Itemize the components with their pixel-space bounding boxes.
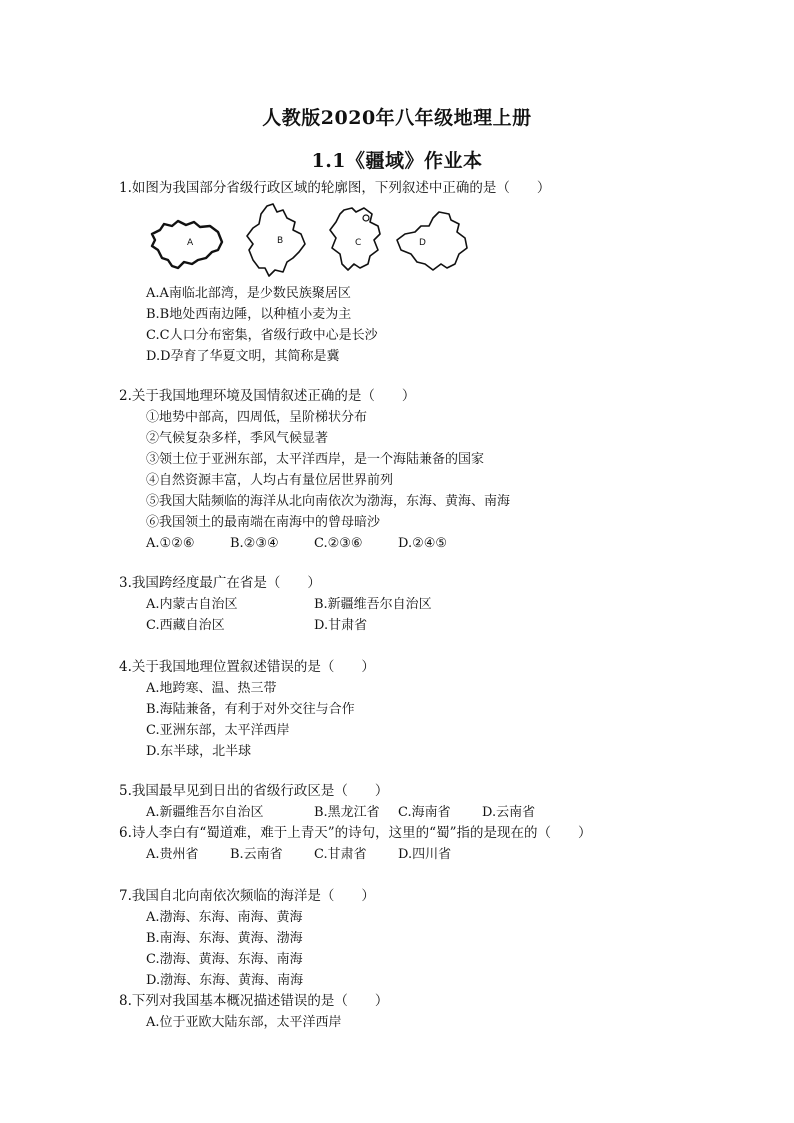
question-2-statement-6: ⑥我国领土的最南端在南海中的曾母暗沙 [146, 515, 381, 530]
question-1-option-b[interactable]: B.B地处西南边陲，以种植小麦为主 [146, 307, 352, 322]
question-6-option-a[interactable]: A.贵州省 [146, 847, 199, 862]
question-3-stem: 3.我国跨经度最广在省是（ ） [119, 575, 321, 591]
question-1-stem: 1.如图为我国部分省级行政区域的轮廓图，下列叙述中正确的是（ ） [119, 180, 551, 196]
question-5-option-c[interactable]: C.海南省 [398, 805, 451, 820]
question-6-option-d[interactable]: D.四川省 [398, 847, 452, 862]
question-2-option-d[interactable]: D.②④⑤ [398, 536, 448, 551]
map-label-c: C [355, 238, 362, 248]
question-4-option-b[interactable]: B.海陆兼备，有利于对外交往与合作 [146, 702, 355, 717]
question-2-statement-3: ③领土位于亚洲东部，太平洋西岸，是一个海陆兼备的国家 [146, 452, 485, 467]
question-2-statement-5: ⑤我国大陆频临的海洋从北向南依次为渤海，东海、黄海、南海 [146, 494, 511, 509]
question-5-option-a[interactable]: A.新疆维吾尔自治区 [146, 805, 264, 820]
question-5-option-b[interactable]: B.黑龙江省 [314, 805, 380, 820]
question-5-option-d[interactable]: D.云南省 [482, 805, 536, 820]
question-3-option-a[interactable]: A.内蒙古自治区 [146, 597, 238, 612]
question-4-option-c[interactable]: C.亚洲东部，太平洋西岸 [146, 723, 290, 738]
question-4-option-a[interactable]: A.地跨寒、温、热三带 [146, 681, 277, 696]
question-5-stem: 5.我国最早见到日出的省级行政区是（ ） [119, 783, 389, 799]
question-7-option-c[interactable]: C.渤海、黄海、东海、南海 [146, 952, 303, 967]
question-1-option-a[interactable]: A.A南临北部湾，是少数民族聚居区 [146, 286, 351, 301]
question-7-stem: 7.我国自北向南依次频临的海洋是（ ） [119, 888, 375, 904]
question-1-option-d[interactable]: D.D孕育了华夏文明，其简称是冀 [146, 349, 340, 364]
question-7-option-a[interactable]: A.渤海、东海、南海、黄海 [146, 910, 303, 925]
question-3-option-b[interactable]: B.新疆维吾尔自治区 [314, 597, 432, 612]
question-2-statement-2: ②气候复杂多样，季风气候显著 [146, 431, 329, 446]
question-3-option-c[interactable]: C.西藏自治区 [146, 618, 225, 633]
question-2-stem: 2.关于我国地理环境及国情叙述正确的是（ ） [119, 388, 416, 404]
question-4-stem: 4.关于我国地理位置叙述错误的是（ ） [119, 659, 375, 675]
question-1-option-c[interactable]: C.C人口分布密集，省级行政中心是长沙 [146, 328, 378, 343]
document-title: 人教版2020年八年级地理上册 [262, 107, 532, 129]
province-outline-maps [143, 200, 473, 280]
question-7-option-b[interactable]: B.南海、东海、黄海、渤海 [146, 931, 303, 946]
map-label-b: B [277, 236, 284, 246]
document-subtitle: 1.1《疆域》作业本 [311, 150, 483, 172]
question-6-option-b[interactable]: B.云南省 [230, 847, 283, 862]
question-3-option-d[interactable]: D.甘肃省 [314, 618, 368, 633]
question-2-option-a[interactable]: A.①②⑥ [146, 536, 195, 551]
question-7-option-d[interactable]: D.渤海、东海、黄海、南海 [146, 973, 304, 988]
question-2-statement-1: ①地势中部高，四周低，呈阶梯状分布 [146, 410, 368, 425]
question-8-option-a[interactable]: A.位于亚欧大陆东部，太平洋西岸 [146, 1015, 342, 1030]
question-6-option-c[interactable]: C.甘肃省 [314, 847, 367, 862]
question-6-stem: 6.诗人李白有“蜀道难，难于上青天”的诗句，这里的“蜀”指的是现在的（ ） [119, 825, 592, 841]
question-2-option-b[interactable]: B.②③④ [230, 536, 279, 551]
province-d-outline [393, 208, 473, 274]
question-2-option-c[interactable]: C.②③⑥ [314, 536, 363, 551]
question-2-statement-4: ④自然资源丰富，人均占有量位居世界前列 [146, 473, 394, 488]
question-4-option-d[interactable]: D.东半球，北半球 [146, 744, 252, 759]
map-label-a: A [187, 238, 194, 248]
map-label-d: D [419, 238, 426, 248]
question-8-stem: 8.下列对我国基本概况描述错误的是（ ） [119, 993, 389, 1009]
